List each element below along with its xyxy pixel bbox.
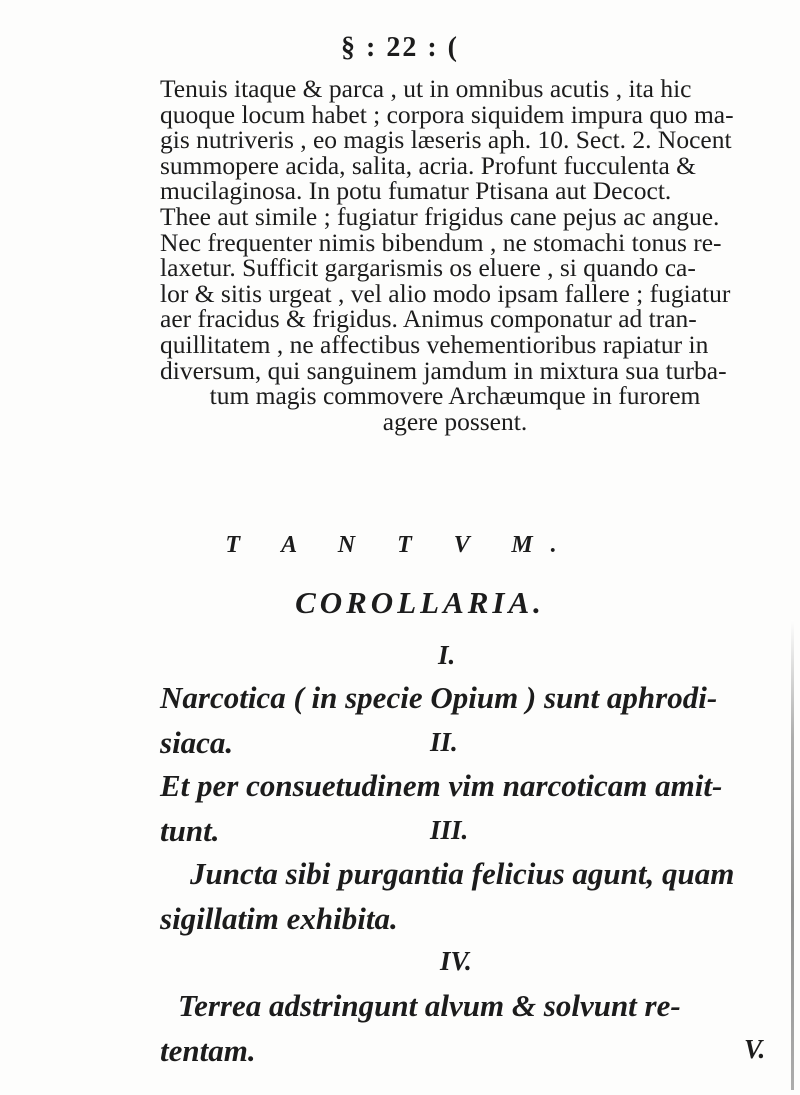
numeral-2: II.	[430, 727, 458, 757]
paragraph-line: gis nutriveris , eo magis læseris aph. 10. Sect. 2. Nocent	[160, 125, 732, 155]
corollary-line: siaca.	[160, 725, 234, 760]
numeral-3: III.	[430, 815, 469, 845]
page-edge-shadow	[791, 620, 794, 1090]
page-header: § : 22 : (	[341, 32, 459, 63]
paragraph-line: agere possent.	[382, 406, 528, 436]
paragraph-line: quoque locum habet ; corpora siquidem impura quo ma-	[160, 99, 734, 129]
corollaria-title: COROLLARIA.	[295, 585, 545, 620]
paragraph-line: laxetur. Sufficit gargarismis os eluere , si quando ca-	[160, 253, 696, 283]
paragraph-line: tum magis commovere Archæumque in furorem	[209, 381, 701, 411]
paragraph-line: aer fracidus & frigidus. Animus componatur ad tran-	[160, 304, 697, 334]
corollary-line: tunt.	[160, 813, 220, 848]
paragraph-line: Thee aut simile ; fugiatur frigidus cane pejus ac angue.	[160, 201, 720, 231]
corollary-line: sigillatim exhibita.	[160, 901, 398, 936]
paragraph-line: Nec frequenter nimis bibendum , ne stomachi tonus re-	[160, 227, 722, 257]
corollary-line: Et per consuetudinem vim narcoticam amit-	[160, 768, 723, 803]
paragraph-line: Tenuis itaque & parca , ut in omnibus acutis , ita hic	[160, 74, 692, 103]
corollary-line: Narcotica ( in specie Opium ) sunt aphrodi-	[160, 680, 718, 715]
paragraph-line: mucilaginosa. In potu fumatur Ptisana aut Decoct.	[160, 176, 672, 206]
corollary-line: Terrea adstringunt alvum & solvunt re-	[178, 988, 681, 1023]
numeral-5: V.	[744, 1034, 766, 1064]
main-paragraph	[160, 76, 800, 434]
numeral-4: IV.	[440, 946, 472, 976]
tantum-heading: T A N T V M.	[225, 532, 575, 558]
corollary-line: tentam.	[160, 1033, 256, 1068]
corollary-line: Juncta sibi purgantia felicius agunt, quam	[190, 856, 735, 891]
paragraph-line: quillitatem , ne affectibus vehementioribus rapiatur in	[160, 329, 709, 359]
paragraph-line: lor & sitis urgeat , vel alio modo ipsam fallere ; fugiatur	[160, 278, 731, 308]
paragraph-line: diversum, qui sanguinem jamdum in mixtura sua turba-	[160, 355, 727, 385]
paragraph-line: summopere acida, salita, acria. Profunt fucculenta &	[160, 150, 696, 180]
numeral-1: I.	[438, 640, 456, 670]
